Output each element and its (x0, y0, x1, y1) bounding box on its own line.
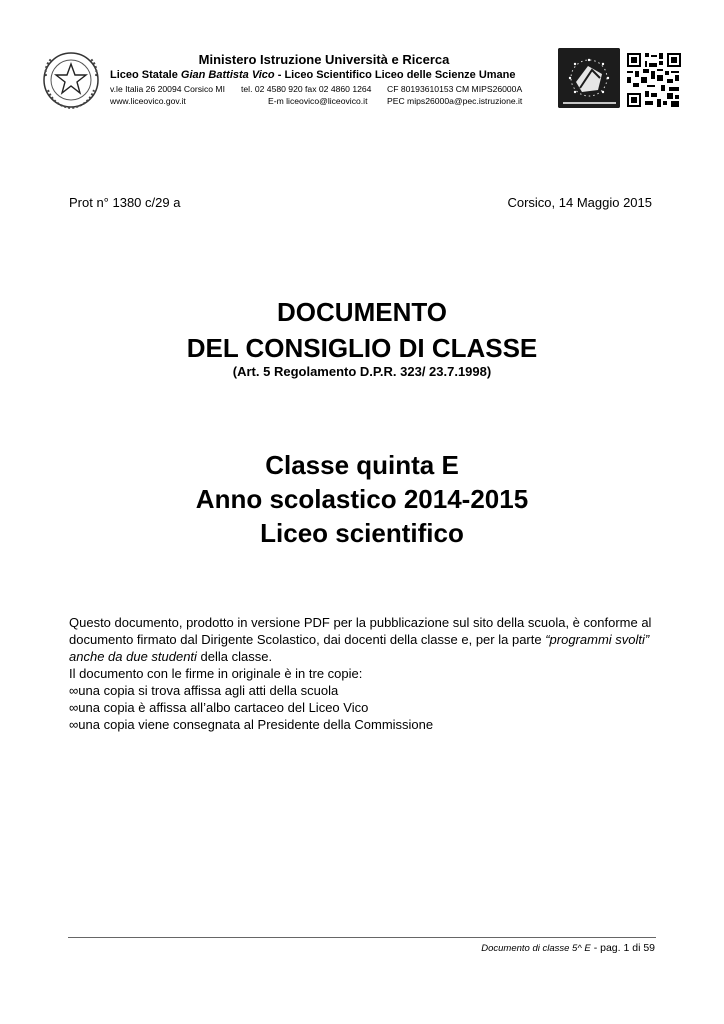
protocol-number: Prot n° 1380 c/29 a (69, 195, 181, 210)
footer-divider (68, 937, 656, 938)
school-phone: tel. 02 4580 920 fax 02 4860 1264 (241, 84, 372, 94)
qr-code-icon (625, 51, 683, 109)
infinity-bullet-icon: ∞ (69, 700, 79, 715)
footer-doc-label: Documento di classe 5^ E (481, 943, 591, 954)
school-year: Anno scolastico 2014-2015 (195, 484, 529, 514)
school-name: Gian Battista Vico (180, 69, 275, 81)
document-subtitle: DEL CONSIGLIO DI CLASSE (186, 333, 538, 363)
infinity-bullet-icon: ∞ (69, 683, 79, 698)
document-body (69, 614, 659, 733)
school-logo-icon (558, 48, 620, 108)
republic-emblem-icon (40, 50, 102, 112)
list-item: ∞una copia viene consegnata al Presidente della Commissione (69, 717, 434, 732)
school-codes: CF 80193610153 CM MIPS26000A (387, 84, 523, 94)
school-address: v.le Italia 26 20094 Corsico MI (110, 84, 225, 94)
infinity-bullet-icon: ∞ (69, 717, 79, 732)
school-suffix: - Liceo Scientifico Liceo delle Scienze Umane (277, 69, 516, 81)
footer-page-number: - pag. 1 di 59 (593, 942, 655, 954)
paragraph-copies: Il documento con le firme in originale è in tre copie: (69, 666, 363, 681)
school-website[interactable]: www.liceovico.gov.it (110, 96, 186, 106)
document-title: DOCUMENTO (277, 297, 447, 327)
place-date: Corsico, 14 Maggio 2015 (507, 195, 652, 210)
italic-phrase: “programmi svolti” anche da due studenti (69, 632, 650, 664)
school-prefix: Liceo Statale (110, 69, 178, 81)
list-item: ∞una copia si trova affissa agli atti della scuola (69, 683, 339, 698)
school-name-line (110, 69, 516, 81)
paragraph-conformity: Questo documento, prodotto in versione PDF per la pubblicazione sul sito della scuola, è conforme al documento firmato dal Dirigente Scolastico, dai docenti della classe e, per la parte “programmi svolti” anche da due studenti della classe. (69, 615, 652, 664)
class-name: Classe quinta E (265, 450, 459, 480)
page-footer (481, 942, 655, 954)
school-pec[interactable]: PEC mips26000a@pec.istruzione.it (387, 96, 523, 106)
school-email[interactable]: E-m liceovico@liceovico.it (268, 96, 368, 106)
course-name: Liceo scientifico (260, 518, 464, 548)
ministry-name: Ministero Istruzione Università e Ricerca (198, 52, 450, 67)
legal-reference: (Art. 5 Regolamento D.P.R. 323/ 23.7.1998) (232, 364, 492, 379)
list-item: ∞una copia è affissa all’albo cartaceo del Liceo Vico (69, 700, 369, 715)
